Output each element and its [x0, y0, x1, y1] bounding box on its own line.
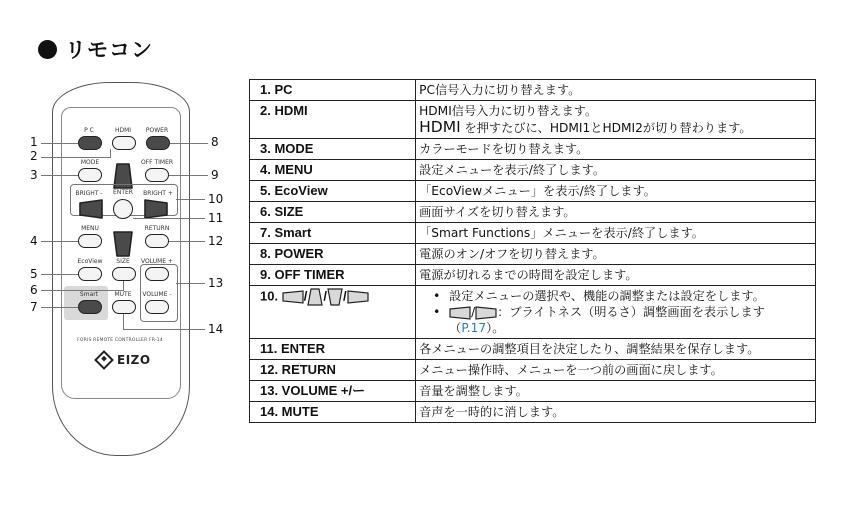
mute-button-label: MUTE: [114, 291, 132, 298]
table-row: [250, 339, 816, 360]
ecoview-button-label: EcoView: [77, 258, 103, 265]
row-desc: メニュー操作時、メニューを一つ前の画面に戻します。: [416, 360, 816, 381]
section-heading: [38, 34, 153, 64]
up-arrow-icon: [307, 288, 323, 306]
smart-button-label: Smart: [79, 291, 99, 298]
callout-4: 4: [30, 234, 38, 248]
table-row: [250, 360, 816, 381]
row-desc: 各メニューの調整項目を決定したり、調整結果を保存します。: [416, 339, 816, 360]
row-key: 5. EcoView: [250, 181, 416, 202]
desc-bullet-1: • 設定メニューの選択や、機能の調整または設定をします。: [419, 288, 812, 304]
bullet-2-text: ：ブライトネス（明るさ）調整画面を表示します（: [449, 305, 765, 335]
volume-bracket: [140, 264, 178, 322]
callout-line-5: [41, 274, 78, 275]
callout-line-2: [41, 157, 111, 158]
off-timer-button-label: OFF TIMER: [140, 159, 174, 166]
row-key: 11. ENTER: [250, 339, 416, 360]
page-ref-link[interactable]: P.17: [461, 321, 487, 335]
bright-minus-label: BRIGHT -: [75, 190, 103, 197]
volume-plus-label: VOLUME +: [140, 258, 174, 265]
row-key: 6. SIZE: [250, 202, 416, 223]
desc-bullet-2: [419, 304, 812, 336]
callout-line-10: [176, 199, 205, 200]
row-desc: 画面サイズを切り替えます。: [416, 202, 816, 223]
callout-line-9: [169, 175, 208, 176]
callout-line-1: [41, 143, 78, 144]
row-desc-line2-rest: を押すたびに、HDMI1とHDMI2が切り替わります。: [460, 121, 752, 135]
row-desc: 「Smart Functions」メニューを表示/終了します。: [416, 223, 816, 244]
row-desc: [416, 286, 816, 339]
row-key: 9. OFF TIMER: [250, 265, 416, 286]
callout-1: 1: [30, 135, 38, 149]
bullet-2-end: ）。: [486, 321, 505, 335]
table-row: [250, 223, 816, 244]
callout-line-2b: [110, 149, 111, 157]
callout-line-14b: [123, 314, 124, 330]
size-button-label: SIZE: [116, 258, 130, 265]
down-arrow-icon: [327, 288, 343, 306]
left-arrow-icon: [449, 306, 471, 320]
power-button[interactable]: [146, 136, 170, 150]
enter-button[interactable]: [113, 199, 133, 219]
bullet-circle-icon: [38, 40, 57, 59]
remote-illustration: [0, 78, 240, 458]
callout-line-7: [41, 307, 78, 308]
eizo-logo-text: EIZO: [117, 353, 151, 367]
table-row: [250, 181, 816, 202]
callout-11: 11: [208, 211, 224, 225]
row-key: 12. RETURN: [250, 360, 416, 381]
callout-14: 14: [208, 322, 224, 336]
eizo-logo: [97, 353, 151, 367]
callout-3: 3: [30, 168, 38, 182]
right-arrow-icon: [347, 290, 369, 304]
row-key-arrows: [250, 286, 416, 339]
table-row: [250, 402, 816, 423]
table-row: [250, 160, 816, 181]
callout-7: 7: [30, 300, 38, 314]
table-row: [250, 139, 816, 160]
hdmi-button-label: HDMI: [114, 127, 132, 134]
row-desc: 電源が切れるまでの時間を設定します。: [416, 265, 816, 286]
hdmi-button[interactable]: [112, 136, 136, 150]
table-row: [250, 80, 816, 101]
callout-8: 8: [211, 135, 219, 149]
callout-13: 13: [208, 276, 224, 290]
table-row: [250, 244, 816, 265]
function-table: [249, 79, 816, 423]
separator: /: [471, 305, 476, 319]
smart-button[interactable]: [78, 300, 102, 314]
row-desc: 電源のオン/オフを切り替えます。: [416, 244, 816, 265]
down-arrow-button[interactable]: [112, 230, 134, 258]
callout-line-8: [170, 143, 208, 144]
row-desc: 設定メニューを表示/終了します。: [416, 160, 816, 181]
row-desc: PC信号入力に切り替えます。: [416, 80, 816, 101]
row-desc: 音声を一時的に消します。: [416, 402, 816, 423]
callout-2: 2: [30, 149, 38, 163]
enter-button-label: ENTER: [113, 189, 133, 196]
callout-9: 9: [211, 168, 219, 182]
right-arrow-button[interactable]: [143, 198, 169, 220]
row-key: 4. MENU: [250, 160, 416, 181]
callout-10: 10: [208, 192, 224, 206]
mode-button-label: MODE: [80, 159, 100, 166]
callout-line-6: [41, 290, 124, 291]
return-button-label: RETURN: [144, 225, 170, 232]
callout-line-14: [124, 329, 205, 330]
callout-line-13: [176, 283, 205, 284]
callout-line-6b: [123, 281, 124, 290]
row-desc: 音量を調整します。: [416, 381, 816, 402]
callout-5: 5: [30, 267, 38, 281]
pc-button-label: P C: [84, 127, 94, 134]
section-title-text: リモコン: [65, 38, 153, 62]
power-button-label: POWER: [145, 127, 169, 134]
return-button[interactable]: [145, 234, 169, 248]
row-key: 8. POWER: [250, 244, 416, 265]
mode-button[interactable]: [78, 168, 102, 182]
table-row: [250, 101, 816, 139]
row-desc: カラーモードを切り替えます。: [416, 139, 816, 160]
row-key: 1. PC: [250, 80, 416, 101]
callout-line-3: [41, 175, 78, 176]
row-key: 13. VOLUME +/ー: [250, 381, 416, 402]
row-key: 7. Smart: [250, 223, 416, 244]
callout-6: 6: [30, 283, 38, 297]
callout-line-4: [41, 241, 78, 242]
volume-minus-label: VOLUME -: [142, 291, 172, 298]
table-row: [250, 286, 816, 339]
row-desc: 「EcoViewメニュー」を表示/終了します。: [416, 181, 816, 202]
table-row: [250, 265, 816, 286]
row-key-number: 10.: [260, 288, 279, 304]
off-timer-button[interactable]: [145, 168, 169, 182]
callout-12: 12: [208, 234, 224, 248]
table-row: [250, 202, 816, 223]
right-arrow-icon: [475, 306, 497, 320]
remote-caption: FORIS REMOTE CONTROLLER FR-14: [77, 338, 163, 343]
hdmi-key-text: HDMI: [419, 118, 461, 136]
table-row: [250, 381, 816, 402]
bright-plus-label: BRIGHT +: [143, 190, 173, 197]
separator: /: [342, 288, 347, 304]
mute-button[interactable]: [112, 300, 136, 314]
callout-line-12: [169, 241, 205, 242]
menu-button[interactable]: [78, 234, 102, 248]
row-key: 14. MUTE: [250, 402, 416, 423]
separator: /: [303, 288, 308, 304]
ecoview-button[interactable]: [78, 267, 102, 281]
menu-button-label: MENU: [81, 225, 99, 232]
row-key: 3. MODE: [250, 139, 416, 160]
left-arrow-button[interactable]: [78, 198, 104, 220]
pc-button[interactable]: [78, 136, 102, 150]
row-desc: [416, 101, 816, 139]
separator: /: [323, 288, 327, 304]
row-desc-line1: HDMI信号入力に切り替えます。: [419, 104, 598, 118]
row-desc-line2: [419, 119, 812, 136]
callout-line-11: [133, 218, 205, 219]
size-button[interactable]: [112, 267, 136, 281]
eizo-diamond-icon: [94, 350, 114, 370]
row-key: 2. HDMI: [250, 101, 416, 139]
left-arrow-icon: [282, 290, 304, 304]
